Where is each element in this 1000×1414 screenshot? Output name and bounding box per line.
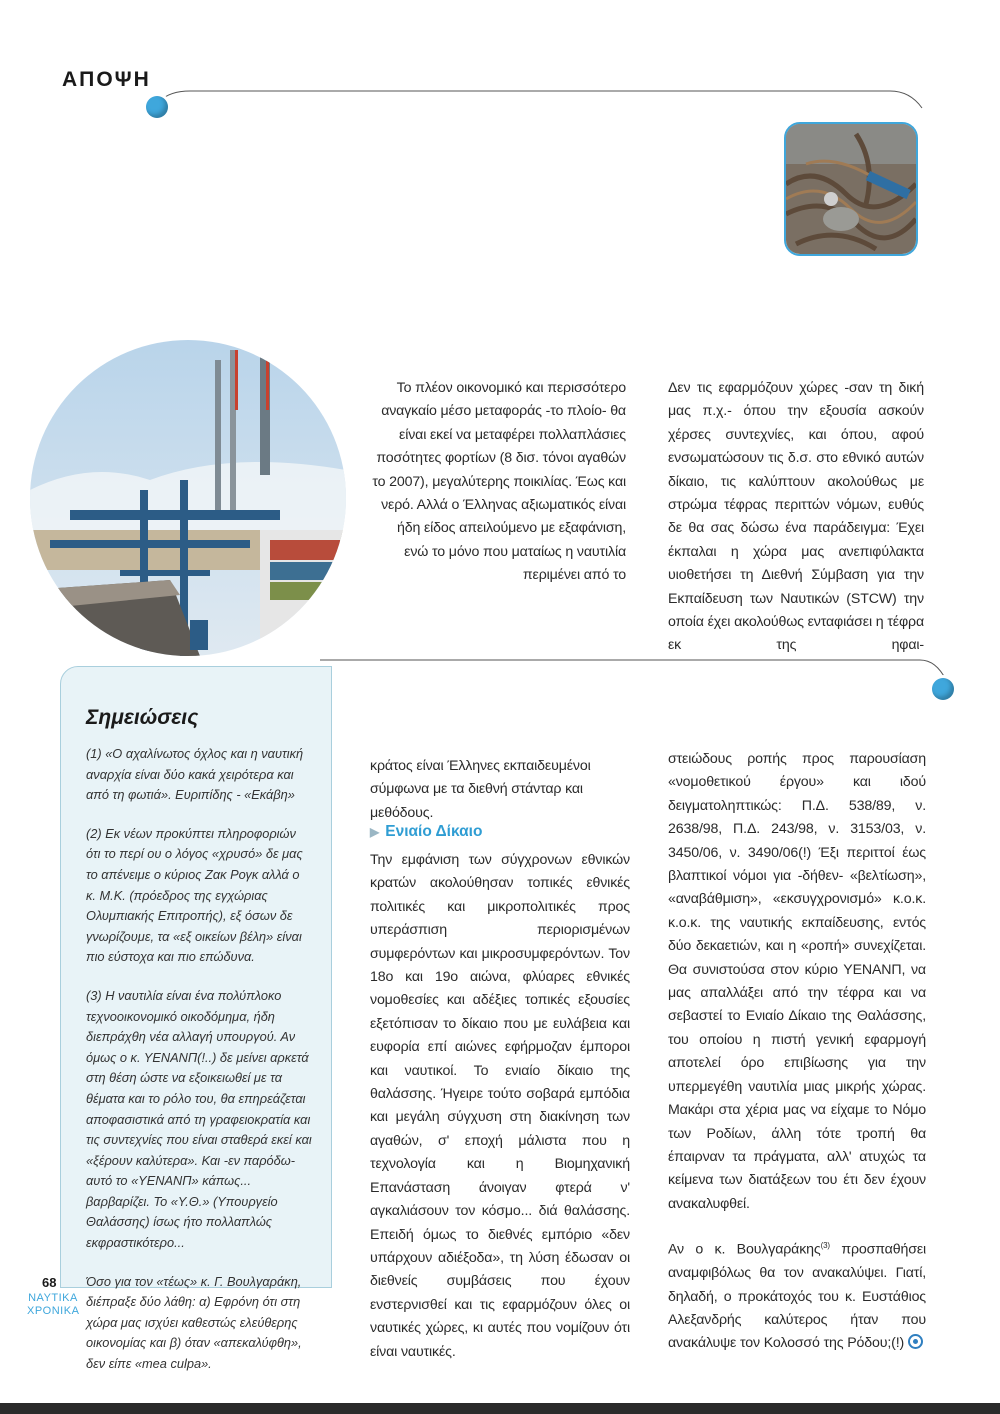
body-column-1-top [370,755,630,825]
intro-column-1 [370,377,626,588]
intro-text-1: Το πλέον οικονομικό και περισσότερο αναγκαίο μέσο μεταφοράς -το πλοίο- θα είναι εκεί να μεταφέρει πολλαπλάσιες ποσότητες φορτίων (8 δισ. τόνοι αγαθών το 2007), μεγαλύτερης ποικιλίας. Έως και νερό. Αλλά ο Έλληνας αξιωματικός είναι ήδη είδος απειλούμενο με εξαφάνιση, ενώ το μόνο που ματαίως η ναυτιλία περιμένει από το [372,380,626,584]
intro-text-2: Δεν τις εφαρμόζουν χώρες -σαν τη δική μας π.χ.- όπου την εξουσία ασκούν χέρσες συντεχνίες, και όπου, αφού ενσωματώσουν τις δ.σ. στο εθνικό αυτών δίκαιο, τις καλύπτουν ακολούθως με στρώμα τέφρας περιττών νόμων, ευθύς δε θα σας δώσω ένα παράδειγμα: Έχει έκπαλαι η χώρα μας ανεπιφύλακτα υιοθετήσει τη Διεθνή Σύμβαση για την Εκπαίδευση των Ναυτικών (STCW) την οποία έχει ακολούθως ενταφιάσει η τέφρα εκ της ηφαι- [668,380,924,654]
triangle-bullet-icon: ▶ [370,825,380,839]
subheading [370,823,482,841]
body-text-1-top: κράτος είναι Έλληνες εκπαιδευμένοι σύμφωνα με τα διεθνή στάνταρ και μεθόδους. [370,758,591,821]
note-item: Όσο για τον «τέως» κ. Γ. Βουλγαράκη, διέπραξε δύο λάθη: α) Εφρόνη ότι στη χώρα μας ισχύει καθεστώς ελεύθερης οικονομίας και β) όταν «απεκαλύφθη», δεν είπε «mea culpa». [86,1273,302,1372]
page-number: 68 [42,1275,57,1290]
body-text-2: στειώδους ροπής προς παρουσίαση «νομοθετικού έργου» και ιδού δειγματοληπτικώς: Π.Δ. 538/89, ν. 2638/98, Π.Δ. 243/98, ν. 3153/03, ν. 3450/06, ν. 3490/06(!) Έξι περιττοί έως βλαπτικοί νόμοι για -δήθεν- «βελτίωση», «αναβάθμιση», «εκσυγχρονισμό» κ.ο.κ. κ.ο.κ. της ναυτικής εκπαίδευσης, εντός δύο δεκαετιών, και η «ροπή» συνεχίζεται. Θα συνιστούσα στον κύριο ΥΕΝΑΝΠ, να μας απαλλάξει από την τέφρα και να σεβαστεί το Ενιαίο Δίκαιο της Θαλάσσης, του οποίου η πιστή γενική εφαρμογή αποτελεί όρο επιβίωσης για την υπερμεγέθη ναυτιλία μιας μικρής χώρας. Μακάρι στα χέρια μας να είχαμε το Νόμο των Ροδίων, άλλη τότε τροπή θα έπαιρναν τα πράγματα, αλλ' ατυχώς τα κείμενα των διατάξεων του έτι δεν έχουν ανακαλυφθεί. [668,751,926,1212]
intro-column-2 [668,377,924,658]
accent-dot-right-icon [932,678,954,700]
footnote-ref: (3) [820,1241,830,1251]
anchor-chains-icon [786,124,916,254]
notes-title: Σημειώσεις [86,706,199,729]
note-item: (1) «Ο αχαλίνωτος όχλος και η ναυτική αναρχία είναι δύο κακά χειρότερα και από τη φωτιά». Ευριπίδης - «Εκάβη» [86,746,304,803]
bottom-bar [0,1403,1000,1414]
end-mark-icon [908,1334,923,1349]
notes-list [86,744,312,1393]
container-port-cranes-icon [30,340,346,656]
body-column-1 [370,849,630,1364]
body-text-2-end [668,1234,926,1356]
middle-rule [320,652,960,692]
body-text-1: Την εμφάνιση των σύγχρονων εθνικών κρατών ακολούθησαν τοπικές εθνικές πολιτικές και μικροπολιτικές προς υπεράσπιση περιορισμένων συμφερόντων και μικροσυμφερόντων. Τον 18ο και 19ο αιώνα, φλύαρες εθνικές νομοθεσίες και αδέξιες τοπικές εξουσίες εξετόπισαν το δίκαιο που με ευλάβεια και ευφορία επί αιώνες εφήρμοζαν έμποροι και ναυτικοί. Το ενιαίο δίκαιο της θαλάσσης. Ήγειρε τούτο σοβαρά εμπόδια και μεγάλη σύγχυση στη διακίνηση των αγαθών, σ' εποχή μάλιστα που η τεχνολογία και η Βιομηχανική Επανάσταση άνοιγαν φτερά ν' αγκαλιάσουν τον κόσμο... διά θαλάσσης. Επειδή όμως το διεθνές εμπόριο «δεν υπάρχουν αδιέξοδα», τη λύση έδωσαν οι διεθνείς συμβάσεις που έχουν ενστερνισθεί και τις εφαρμόζουν όλες οι ναυτικές χώρες, κι αυτές που νομίζουν ότι είναι ναυτικές. [370,852,630,1360]
magazine-line-1: ΝΑΥΤΙΚΑ [28,1292,78,1304]
body-end-a: Αν ο κ. Βουλγαράκης [668,1241,821,1258]
magazine-line-2: ΧΡΟΝΙΚΑ [27,1305,80,1317]
header-rule [150,84,930,114]
note-item: (2) Εκ νέων προκύπτει πληροφοριών ότι το περί ου ο λόγος «χρυσό» δε μας το απένειμε ο κύριος Ζακ Ρογκ αλλά ο κ. Μ.Κ. (πρόεδρος της εγχώριας Ολυμπιακής Επιτροπής), εξ όσων δε γνωρίζουμε, τα «εξ οικείων βέλη» είναι πιο εύστοχα και πιο επώδυνα. [86,825,303,965]
port-photo [30,340,346,656]
section-label: ΑΠΟΨΗ [62,68,151,91]
magazine-name [27,1292,79,1318]
subheading-text: Ενιαίο Δίκαιο [385,823,483,840]
accent-dot-icon [146,96,168,118]
note-item: (3) Η ναυτιλία είναι ένα πολύπλοκο τεχνοοικονομικό οικοδόμημα, ήδη διεπράχθη νέα αλλαγή υπουργού. Αν όμως ο κ. ΥΕΝΑΝΠ(!..) δε μείνει αρκετά στη θέση ώστε να εξοικειωθεί με τα θέματα και το ρόλο του, θα επηρεάζεται αποφασιστικά από τη γραφειοκρατία και τις συντεχνίες που είναι σταθερά εκεί και «ξέρουν καλύτερα». Και -εν παρόδω- αυτό το «ΥΕΝΑΝΠ» κάπως... βαρβαρίζει. Το «Υ.Θ.» (Υπουργείο Θαλάσσης) ίσως ήτο πολλαπλώς εκφραστικότερο... [86,987,312,1251]
chains-photo [784,122,918,256]
body-end-b: προσπαθήσει αναμφιβόλως θα τον ανακαλύψει. Γιατί, δηλαδή, ο προκάτοχός του κ. Ευστάθιος Αλεξανδρής καλύτερος ήταν που ανακάλυψε τον Κολοσσό της Ρόδου;(!) [668,1241,926,1352]
body-column-2 [668,748,926,1374]
